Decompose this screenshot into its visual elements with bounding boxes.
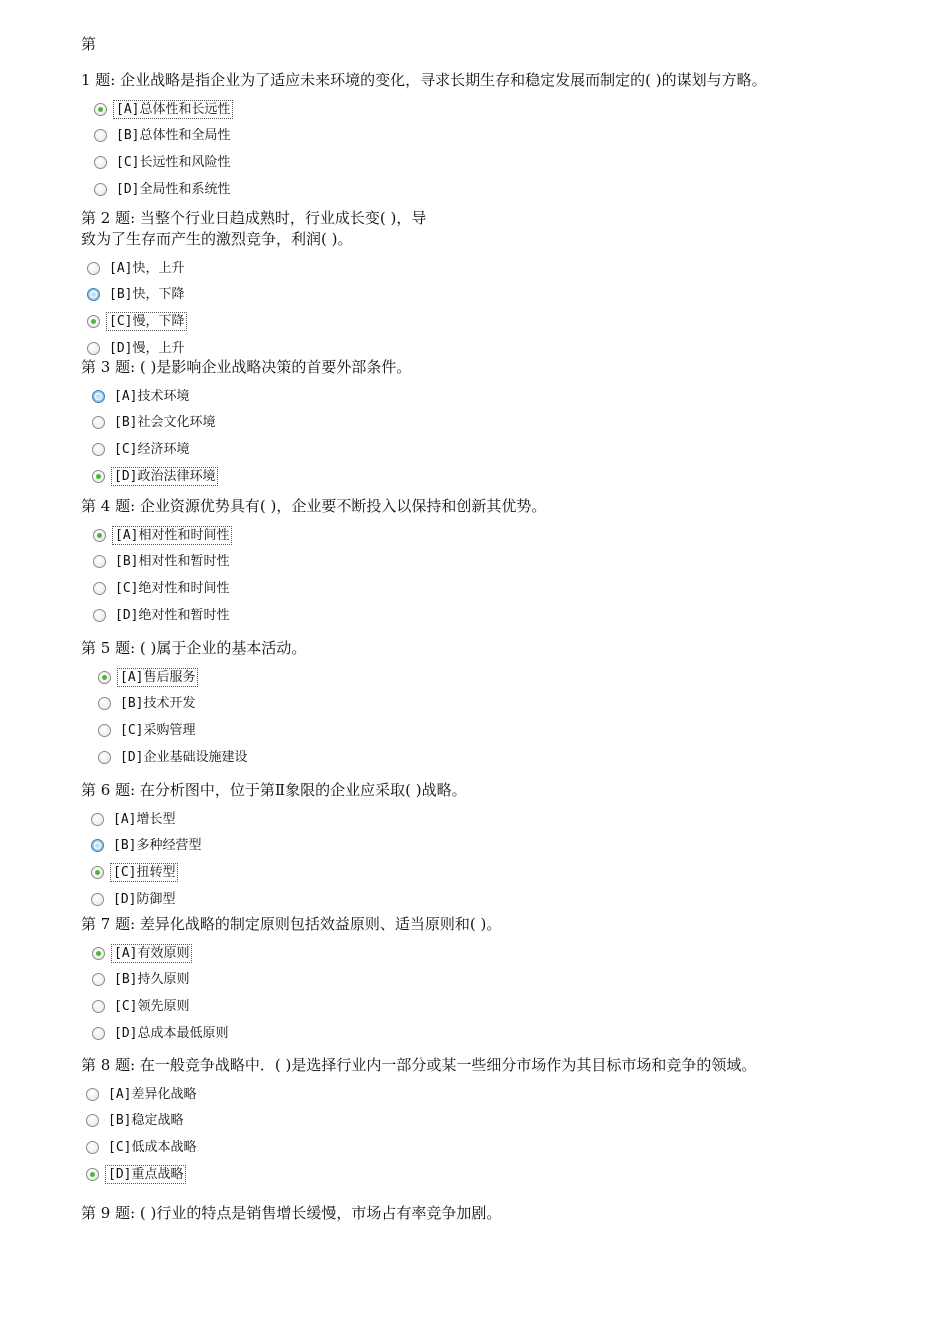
option-label[interactable]: [C]慢，下降 [106, 312, 187, 331]
option-label[interactable]: [A]有效原则 [111, 944, 192, 963]
option-group [91, 806, 901, 912]
answer-option[interactable] [98, 691, 901, 718]
question-text: 第 2 题: 当整个行业日趋成熟时，行业成长变( )，导 [81, 209, 427, 227]
option-label[interactable]: [C]扭转型 [110, 863, 178, 882]
answer-option[interactable] [92, 436, 901, 463]
question-7 [81, 914, 901, 1046]
radio-button[interactable] [92, 443, 105, 456]
answer-option[interactable] [94, 96, 901, 123]
question-5 [81, 638, 901, 770]
radio-button[interactable] [92, 1027, 105, 1040]
question-text: 第 9 题: ( )行业的特点是销售增长缓慢，市场占有率竞争加剧。 [81, 1204, 502, 1222]
answer-option[interactable] [91, 833, 901, 860]
radio-button[interactable] [86, 1114, 99, 1127]
question-text: 1 题: 企业战略是指企业为了适应未来环境的变化，寻求长期生存和稳定发展而制定的( )的谋划与方略。 [81, 71, 767, 89]
radio-button[interactable] [98, 697, 111, 710]
answer-option[interactable] [94, 176, 901, 203]
option-label[interactable]: [A]增长型 [113, 811, 176, 827]
question-8 [81, 1055, 901, 1187]
option-label[interactable]: [B]多种经营型 [113, 838, 202, 854]
option-label[interactable]: [C]经济环境 [114, 441, 190, 457]
option-label[interactable]: [B]持久原则 [114, 972, 190, 988]
question-text: 第 6 题: 在分析图中，位于第Ⅱ象限的企业应采取( )战略。 [81, 781, 467, 799]
answer-option[interactable] [92, 383, 901, 410]
option-label[interactable]: [A]差异化战略 [108, 1086, 197, 1102]
answer-option[interactable] [98, 744, 901, 771]
option-group [93, 522, 901, 628]
radio-button[interactable] [94, 129, 107, 142]
option-label[interactable]: [D]企业基础设施建设 [120, 749, 248, 765]
answer-option[interactable] [91, 886, 901, 913]
answer-option[interactable] [92, 463, 901, 490]
page-header: 第 [81, 35, 97, 53]
option-label[interactable]: [B]快，下降 [109, 287, 185, 303]
option-label[interactable]: [B]稳定战略 [108, 1113, 184, 1129]
radio-button[interactable] [91, 866, 104, 879]
radio-button[interactable] [87, 315, 100, 328]
question-9 [81, 1203, 901, 1224]
answer-option[interactable] [87, 308, 901, 335]
answer-option[interactable] [86, 1161, 901, 1188]
option-label[interactable]: [D]绝对性和暂时性 [115, 607, 230, 623]
option-label[interactable]: [D]重点战略 [105, 1165, 186, 1184]
question-4 [81, 496, 901, 628]
radio-button[interactable] [92, 390, 105, 403]
radio-button[interactable] [86, 1168, 99, 1181]
answer-option[interactable] [94, 149, 901, 176]
question-text: 第 7 题: 差异化战略的制定原则包括效益原则、适当原则和( )。 [81, 915, 502, 933]
option-label[interactable]: [C]绝对性和时间性 [115, 580, 230, 596]
option-label[interactable]: [B]技术开发 [120, 696, 196, 712]
question-2 [81, 208, 901, 361]
radio-button[interactable] [91, 839, 104, 852]
option-group [98, 664, 901, 770]
option-label[interactable]: [C]采购管理 [120, 722, 196, 738]
option-label[interactable]: [C]低成本战略 [108, 1139, 197, 1155]
radio-button[interactable] [94, 156, 107, 169]
radio-button[interactable] [92, 1000, 105, 1013]
option-label[interactable]: [C]长远性和风险性 [116, 154, 231, 170]
answer-option[interactable] [93, 602, 901, 629]
answer-option[interactable] [92, 967, 901, 994]
option-label[interactable]: [D]慢，上升 [109, 340, 185, 356]
answer-option[interactable] [92, 410, 901, 437]
option-group [94, 96, 901, 202]
answer-option[interactable] [92, 993, 901, 1020]
answer-option[interactable] [92, 940, 901, 967]
radio-button[interactable] [92, 470, 105, 483]
radio-button[interactable] [86, 1141, 99, 1154]
radio-button[interactable] [91, 893, 104, 906]
answer-option[interactable] [92, 1020, 901, 1047]
question-text: 第 4 题: 企业资源优势具有( )，企业要不断投入以保持和创新其优势。 [81, 497, 547, 515]
answer-option[interactable] [91, 806, 901, 833]
option-group [87, 255, 901, 361]
answer-option[interactable] [93, 575, 901, 602]
option-label[interactable]: [D]防御型 [113, 891, 176, 907]
answer-option[interactable] [86, 1081, 901, 1108]
answer-option[interactable] [91, 859, 901, 886]
option-group [92, 940, 901, 1046]
option-label[interactable]: [A]技术环境 [114, 388, 190, 404]
radio-button[interactable] [87, 342, 100, 355]
radio-button[interactable] [86, 1088, 99, 1101]
option-label[interactable]: [B]相对性和暂时性 [115, 554, 230, 570]
option-label[interactable]: [C]领先原则 [114, 998, 190, 1014]
radio-button[interactable] [94, 183, 107, 196]
radio-button[interactable] [91, 813, 104, 826]
option-label[interactable]: [D]政治法律环境 [111, 467, 218, 486]
radio-button[interactable] [98, 671, 111, 684]
radio-button[interactable] [87, 262, 100, 275]
question-text: 第 8 题: 在一般竞争战略中．( )是选择行业内一部分或某一些细分市场作为其目标市场和竞争的领域。 [81, 1056, 757, 1074]
option-label[interactable]: [A]总体性和长远性 [113, 100, 233, 119]
option-label[interactable]: [A]快，上升 [109, 260, 185, 276]
option-label[interactable]: [A]售后服务 [117, 668, 198, 687]
radio-button[interactable] [87, 288, 100, 301]
question-text: 第 5 题: ( )属于企业的基本活动。 [81, 639, 307, 657]
option-label[interactable]: [D]总成本最低原则 [114, 1025, 229, 1041]
radio-button[interactable] [92, 973, 105, 986]
question-text: 第 3 题: ( )是影响企业战略决策的首要外部条件。 [81, 358, 412, 376]
radio-button[interactable] [92, 947, 105, 960]
question-text: 致为了生存而产生的激烈竞争，利润( )。 [81, 230, 353, 248]
answer-option[interactable] [93, 522, 901, 549]
answer-option[interactable] [93, 549, 901, 576]
radio-button[interactable] [98, 751, 111, 764]
option-label[interactable]: [B]总体性和全局性 [116, 128, 231, 144]
option-label[interactable]: [A]相对性和时间性 [112, 526, 232, 545]
option-group [86, 1081, 901, 1187]
option-label[interactable]: [D]全局性和系统性 [116, 181, 231, 197]
radio-button[interactable] [94, 103, 107, 116]
answer-option[interactable] [87, 282, 901, 309]
question-1 [81, 70, 901, 202]
radio-button[interactable] [93, 609, 106, 622]
radio-button[interactable] [98, 724, 111, 737]
radio-button[interactable] [93, 582, 106, 595]
answer-option[interactable] [86, 1108, 901, 1135]
answer-option[interactable] [86, 1134, 901, 1161]
question-3 [81, 357, 901, 489]
radio-button[interactable] [92, 416, 105, 429]
answer-option[interactable] [98, 717, 901, 744]
answer-option[interactable] [87, 255, 901, 282]
question-6 [81, 780, 901, 912]
answer-option[interactable] [94, 123, 901, 150]
radio-button[interactable] [93, 555, 106, 568]
answer-option[interactable] [98, 664, 901, 691]
option-label[interactable]: [B]社会文化环境 [114, 415, 216, 431]
option-group [92, 383, 901, 489]
radio-button[interactable] [93, 529, 106, 542]
